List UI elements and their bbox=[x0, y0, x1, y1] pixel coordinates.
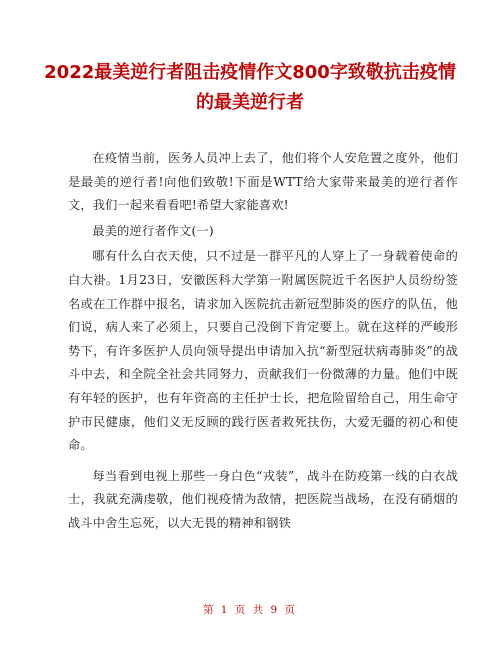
document-body bbox=[68, 147, 458, 536]
document-title: 2022最美逆行者阻击疫情作文800字致敬抗击疫情的最美逆行者 bbox=[44, 62, 456, 113]
paragraph-subheading: 最美的逆行者作文(一) bbox=[92, 223, 214, 238]
page-footer: 第 1 页 共 9 页 bbox=[202, 604, 298, 616]
paragraph-main: 哪有什么白衣天使，只不过是一群平凡的人穿上了一身载着使命的白大褂。1月23日，安徽医科大学第一附属医院近千名医护人员纷纷签名或在工作群中报名，请求加入医院抗击新冠型肺炎的医疗的队伍，他们说，病人来了必须上，只要自己没倒下肯定要上。就在这样的严峻形势下，有许多医护人员向领导提出申请加入抗“新型冠状病毒肺炎”的战斗中去，和全院全社会共同努力，贡献我们一份微薄的力量。他们中既有年轻的医护，也有年资高的主任护士长，把危险留给自己，用生命守护市民健康，他们义无反顾的践行医者救死扶伤，大爱无疆的初心和使命。 bbox=[68, 249, 458, 453]
paragraph-continued: 每当看到电视上那些一身白色“戎装”，战斗在防疫第一线的白衣战士，我就充满虔敬，他们视疫情为敌情，把医院当战场，在没有硝烟的战斗中舍生忘死，以大无畏的精神和钢铁 bbox=[68, 468, 458, 530]
paragraph-intro: 在疫情当前，医务人员冲上去了，他们将个人安危置之度外，他们是最美的逆行者!向他们致敬!下面是WTT给大家带来最美的逆行者作文，我们一起来看看吧!希望大家能喜欢! bbox=[68, 151, 458, 213]
